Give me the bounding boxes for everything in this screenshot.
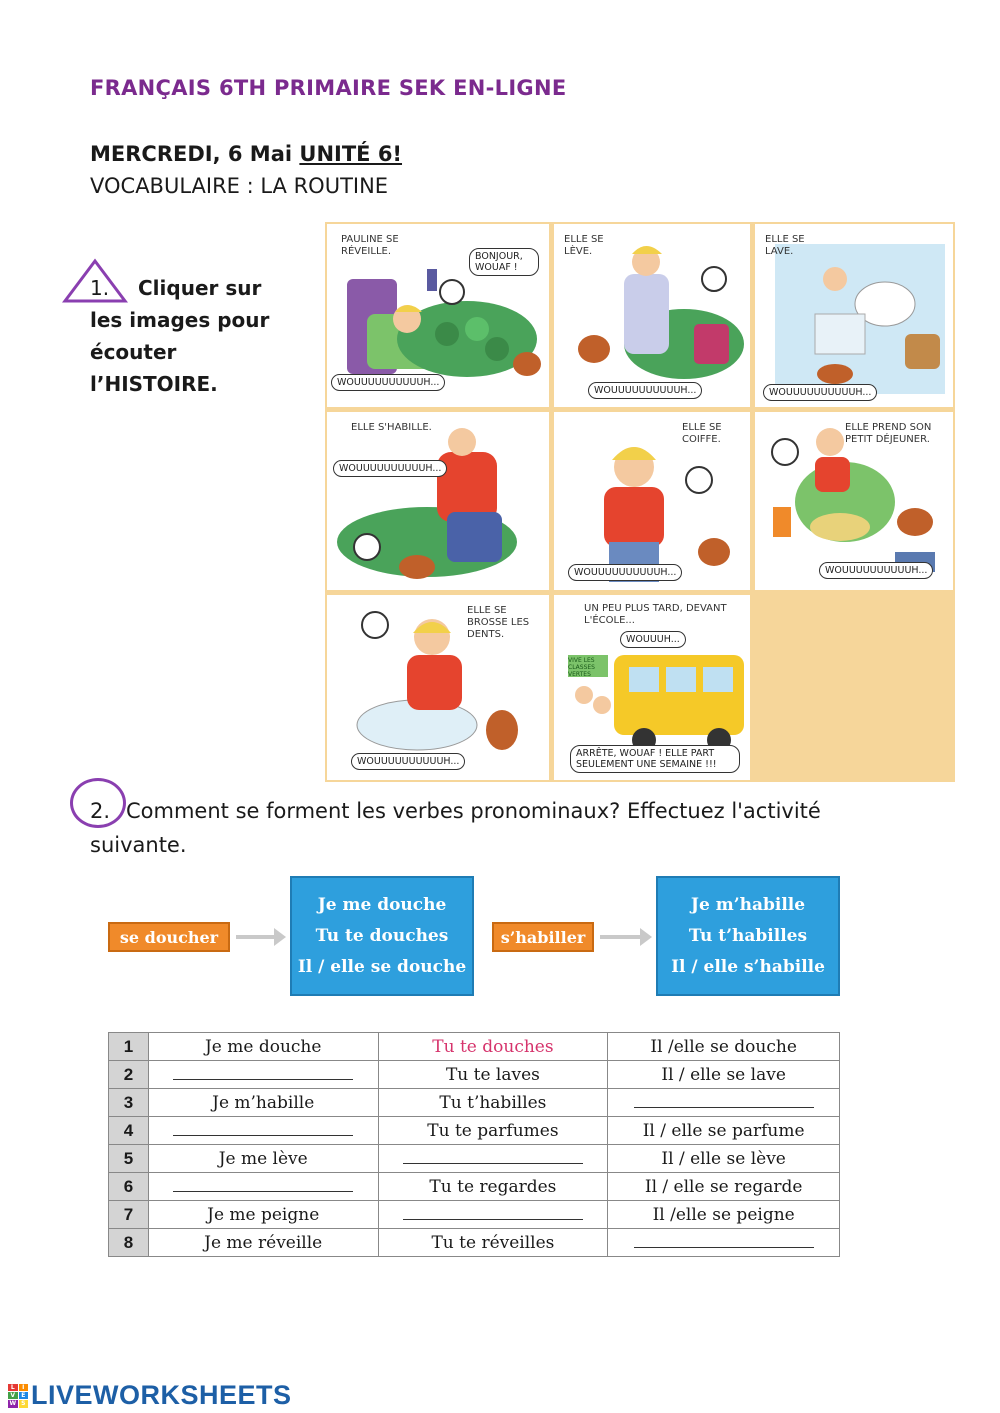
il-elle-answer-blank[interactable]	[608, 1089, 840, 1117]
tu-text: Tu te laves	[445, 1064, 540, 1085]
comic-strip	[325, 222, 955, 782]
row-number: 2	[109, 1061, 149, 1089]
table-row	[109, 1145, 840, 1173]
il-elle-form	[608, 1033, 840, 1061]
answer-blank-line[interactable]	[173, 1122, 353, 1136]
sign-text: VIVE LES CLASSES VERTES	[568, 657, 595, 678]
comic-panel-school[interactable]	[554, 595, 750, 780]
je-text: Je me douche	[204, 1036, 322, 1057]
question-1	[90, 272, 270, 400]
il-elle-form	[608, 1061, 840, 1089]
je-answer-blank[interactable]	[148, 1061, 378, 1089]
vocabulary-topic: VOCABULAIRE : LA ROUTINE	[90, 174, 389, 198]
conjugation-line: Tu t’habilles	[688, 925, 808, 946]
conjugation-line: Je m’habille	[690, 894, 806, 915]
speech-bubble: WOUUUUUUUUUUH...	[351, 753, 465, 770]
speech-bubble: BONJOUR, WOUAF !	[469, 248, 539, 276]
je-form	[148, 1089, 378, 1117]
conjugation-line: Il / elle s’habille	[671, 956, 825, 977]
worksheet-title: FRANÇAIS 6TH PRIMAIRE SEK EN-LIGNE	[90, 76, 567, 100]
table-row	[109, 1117, 840, 1145]
je-text: Je me peigne	[207, 1204, 320, 1225]
je-form	[148, 1229, 378, 1257]
tu-form	[378, 1061, 608, 1089]
comic-panel-wash[interactable]	[755, 224, 953, 407]
conjugation-line: Tu te douches	[315, 925, 449, 946]
verb-infinitive-tag: s’habiller	[492, 922, 594, 952]
answer-blank-line[interactable]	[403, 1150, 583, 1164]
il-elle-form	[608, 1201, 840, 1229]
il-elle-text: Il / elle se lève	[661, 1148, 786, 1169]
table-row	[109, 1089, 840, 1117]
panel-caption: ELLE S'HABILLE.	[351, 422, 432, 433]
tu-form	[378, 1033, 608, 1061]
date-line	[90, 142, 402, 166]
tu-text: Tu te douches	[432, 1036, 554, 1057]
speech-bubble: WOUUUUUUUUUUH...	[568, 564, 682, 581]
il-elle-form	[608, 1145, 840, 1173]
comic-panel-breakfast[interactable]	[755, 412, 953, 590]
il-elle-answer-blank[interactable]	[608, 1229, 840, 1257]
speech-bubble: WOUUUUUUUUUUH...	[333, 460, 447, 477]
footer-logo	[8, 1380, 292, 1411]
conjugation-box	[656, 876, 840, 996]
dressing-illustration	[327, 412, 549, 590]
speech-bubble: WOUUUUUUUUUUH...	[763, 384, 877, 401]
table-row	[109, 1229, 840, 1257]
question-2-number: 2.	[90, 799, 111, 823]
je-form	[148, 1201, 378, 1229]
question-2-text: Comment se forment les verbes pronominaux? Effectuez l'activité suivante.	[90, 799, 821, 857]
je-form	[148, 1145, 378, 1173]
speech-bubble: ARRÊTE, WOUAF ! ELLE PART SEULEMENT UNE SEMAINE !!!	[570, 745, 740, 773]
row-number: 1	[109, 1033, 149, 1061]
row-number: 7	[109, 1201, 149, 1229]
il-elle-text: Il / elle se lave	[661, 1064, 786, 1085]
row-number: 6	[109, 1173, 149, 1201]
table-row	[109, 1033, 840, 1061]
panel-caption: ELLE SE LÈVE.	[564, 234, 604, 257]
panel-caption: UN PEU PLUS TARD, DEVANT L'ÉCOLE...	[584, 603, 727, 626]
brand-name: LIVEWORKSHEETS	[31, 1380, 292, 1410]
je-answer-blank[interactable]	[148, 1117, 378, 1145]
answer-blank-line[interactable]	[634, 1234, 814, 1248]
tu-answer-blank[interactable]	[378, 1201, 608, 1229]
liveworksheets-logo-icon: L I V E W S	[8, 1384, 28, 1408]
comic-panel-wake-up[interactable]	[327, 224, 549, 407]
verb-infinitive-tag: se doucher	[108, 922, 230, 952]
arrow-right-icon	[236, 935, 276, 939]
je-text: Je me réveille	[204, 1232, 323, 1253]
comic-panel-get-up[interactable]	[554, 224, 750, 407]
comic-panel-brush-teeth[interactable]	[327, 595, 549, 780]
row-number: 3	[109, 1089, 149, 1117]
il-elle-form	[608, 1173, 840, 1201]
speech-bubble: WOUUUUUUUUUUH...	[819, 562, 933, 579]
question-2	[90, 794, 890, 862]
panel-caption: ELLE SE LAVE.	[765, 234, 805, 257]
il-elle-form	[608, 1117, 840, 1145]
tu-text: Tu te réveilles	[431, 1232, 555, 1253]
answer-blank-line[interactable]	[403, 1206, 583, 1220]
je-text: Je m’habille	[212, 1092, 315, 1113]
table-row	[109, 1201, 840, 1229]
table-row	[109, 1173, 840, 1201]
question-1-number: 1.	[90, 276, 110, 300]
arrow-right-icon	[600, 935, 642, 939]
speech-bubble: WOUUUUUUUUUUH...	[588, 382, 702, 399]
tu-text: Tu te regardes	[429, 1176, 557, 1197]
row-number: 5	[109, 1145, 149, 1173]
il-elle-text: Il / elle se parfume	[642, 1120, 805, 1141]
panel-caption: ELLE SE COIFFE.	[682, 422, 722, 445]
answer-blank-line[interactable]	[173, 1178, 353, 1192]
tu-form	[378, 1173, 608, 1201]
conjugation-box	[290, 876, 474, 996]
tu-text: Tu t’habilles	[439, 1092, 547, 1113]
row-number: 8	[109, 1229, 149, 1257]
unit-label: UNITÉ 6!	[299, 142, 403, 166]
panel-caption: ELLE PREND SON PETIT DÉJEUNER.	[845, 422, 932, 445]
conjugation-exercise-table	[108, 1032, 840, 1257]
il-elle-text: Il /elle se peigne	[652, 1204, 795, 1225]
je-form	[148, 1033, 378, 1061]
conjugation-line: Je me douche	[317, 894, 447, 915]
row-number: 4	[109, 1117, 149, 1145]
je-answer-blank[interactable]	[148, 1173, 378, 1201]
tu-form	[378, 1117, 608, 1145]
je-text: Je me lève	[218, 1148, 308, 1169]
tu-text: Tu te parfumes	[427, 1120, 559, 1141]
il-elle-text: Il /elle se douche	[650, 1036, 797, 1057]
speech-bubble: WOUUUH...	[620, 631, 686, 648]
comic-panel-hair[interactable]	[554, 412, 750, 590]
tu-answer-blank[interactable]	[378, 1145, 608, 1173]
speech-bubble: WOUUUUUUUUUUH...	[331, 374, 445, 391]
date: MERCREDI, 6 Mai	[90, 142, 293, 166]
panel-caption: ELLE SE BROSSE LES DENTS.	[467, 605, 530, 640]
tu-form	[378, 1229, 608, 1257]
il-elle-text: Il / elle se regarde	[644, 1176, 803, 1197]
answer-blank-line[interactable]	[634, 1094, 814, 1108]
comic-panel-get-dressed[interactable]	[327, 412, 549, 590]
answer-blank-line[interactable]	[173, 1066, 353, 1080]
question-1-text: Cliquer sur les images pour écouter l’HISTOIRE.	[90, 276, 270, 396]
panel-caption: PAULINE SE RÉVEILLE.	[341, 234, 399, 257]
table-row	[109, 1061, 840, 1089]
tu-form	[378, 1089, 608, 1117]
conjugation-line: Il / elle se douche	[297, 956, 467, 977]
